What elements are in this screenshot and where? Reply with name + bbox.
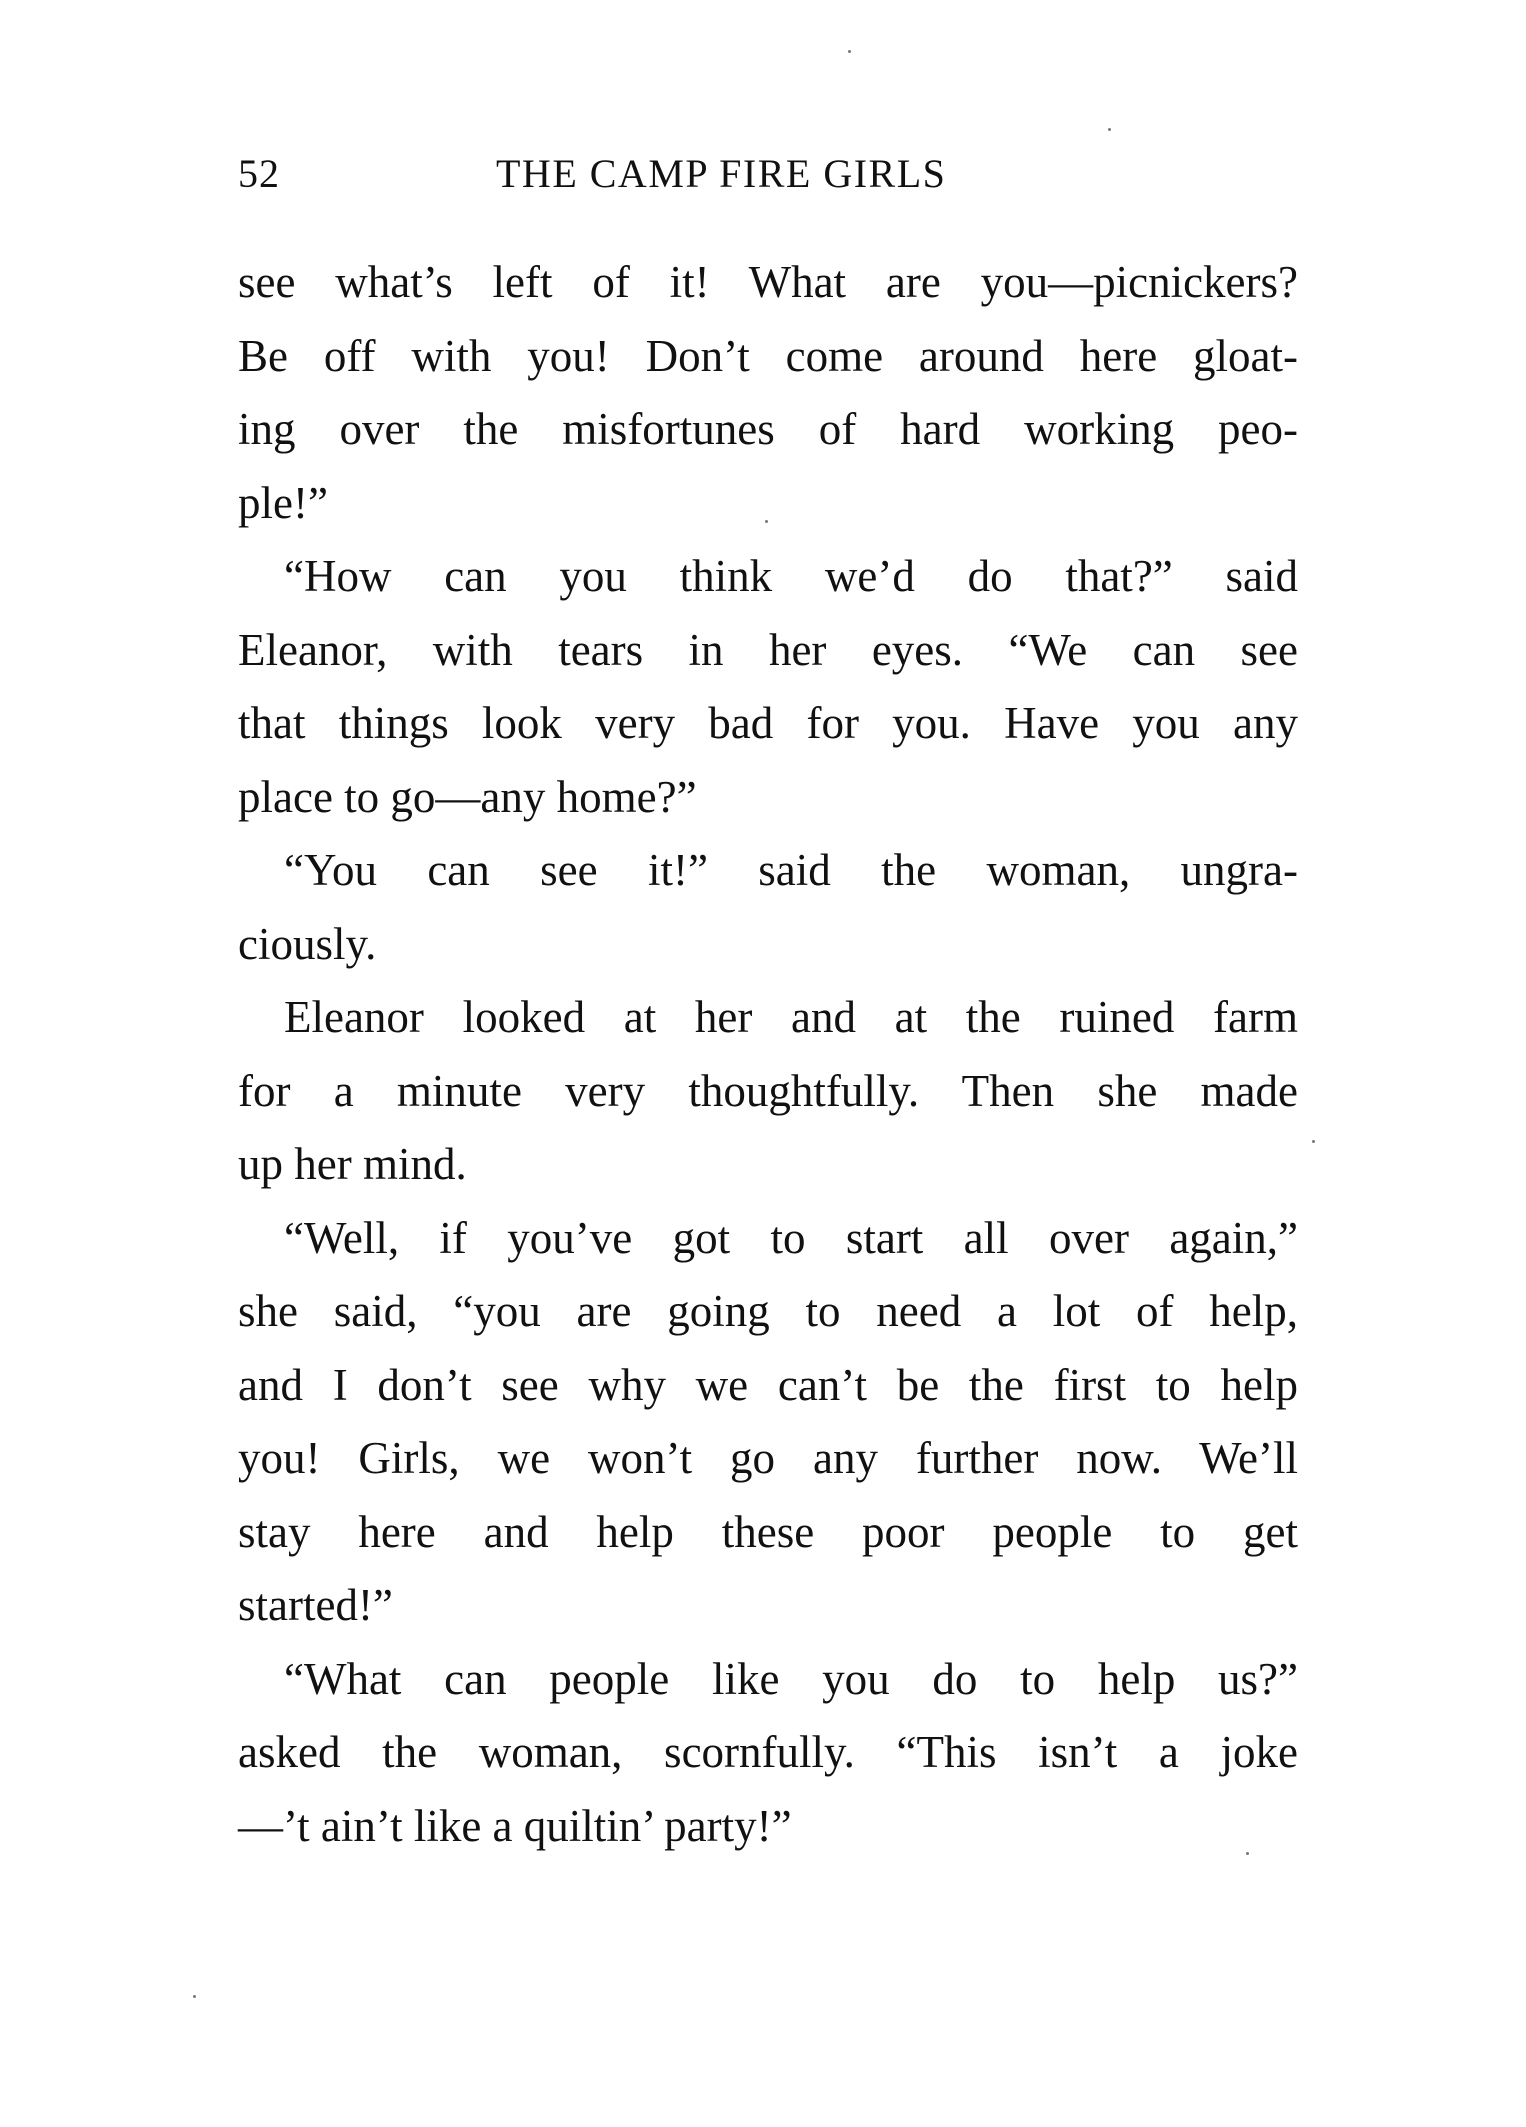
text-line: asked the woman, scornfully. “This isn’t a joke — [238, 1727, 1298, 1777]
text-line: —’t ain’t like a quiltin’ party!” — [238, 1800, 792, 1851]
text-line: up her mind. — [238, 1139, 467, 1189]
text-line: ing over the misfortunes of hard working peo- — [238, 404, 1298, 454]
text-line: Eleanor looked at her and at the ruined farm — [284, 992, 1298, 1042]
text-line: that things look very bad for you. Have you any — [238, 698, 1298, 748]
text-line: and I don’t see why we can’t be the first to help — [238, 1359, 1298, 1410]
page-header — [238, 150, 1298, 210]
text-line: ple!” — [238, 477, 328, 528]
print-speck — [1108, 128, 1111, 131]
print-speck — [848, 50, 851, 53]
text-line: ciously. — [238, 918, 377, 969]
print-speck — [193, 1995, 196, 1998]
text-line: Be off with you! Don’t come around here gloat- — [238, 330, 1298, 381]
text-line: Eleanor, with tears in her eyes. “We can see — [238, 624, 1298, 675]
text-line: “How can you think we’d do that?” said — [284, 551, 1298, 601]
text-line: you! Girls, we won’t go any further now. We’ll — [238, 1433, 1298, 1483]
running-head: THE CAMP FIRE GIRLS — [496, 151, 947, 196]
body-text — [238, 246, 1298, 1863]
print-speck — [1312, 1140, 1315, 1143]
print-speck — [1246, 1852, 1249, 1855]
page-number: 52 — [238, 151, 280, 196]
text-line: for a minute very thoughtfully. Then she made — [238, 1065, 1298, 1116]
text-line: “What can people like you do to help us?” — [284, 1653, 1298, 1704]
text-line: “Well, if you’ve got to start all over again,” — [284, 1212, 1298, 1263]
text-line: stay here and help these poor people to get — [238, 1506, 1298, 1557]
text-line: started!” — [238, 1580, 393, 1630]
text-line: she said, “you are going to need a lot of help, — [238, 1286, 1298, 1336]
text-line: place to go—any home?” — [238, 771, 697, 822]
text-line: see what’s left of it! What are you—picnickers? — [238, 257, 1298, 307]
print-speck — [765, 520, 768, 523]
text-line: “You can see it!” said the woman, ungra- — [284, 845, 1298, 895]
